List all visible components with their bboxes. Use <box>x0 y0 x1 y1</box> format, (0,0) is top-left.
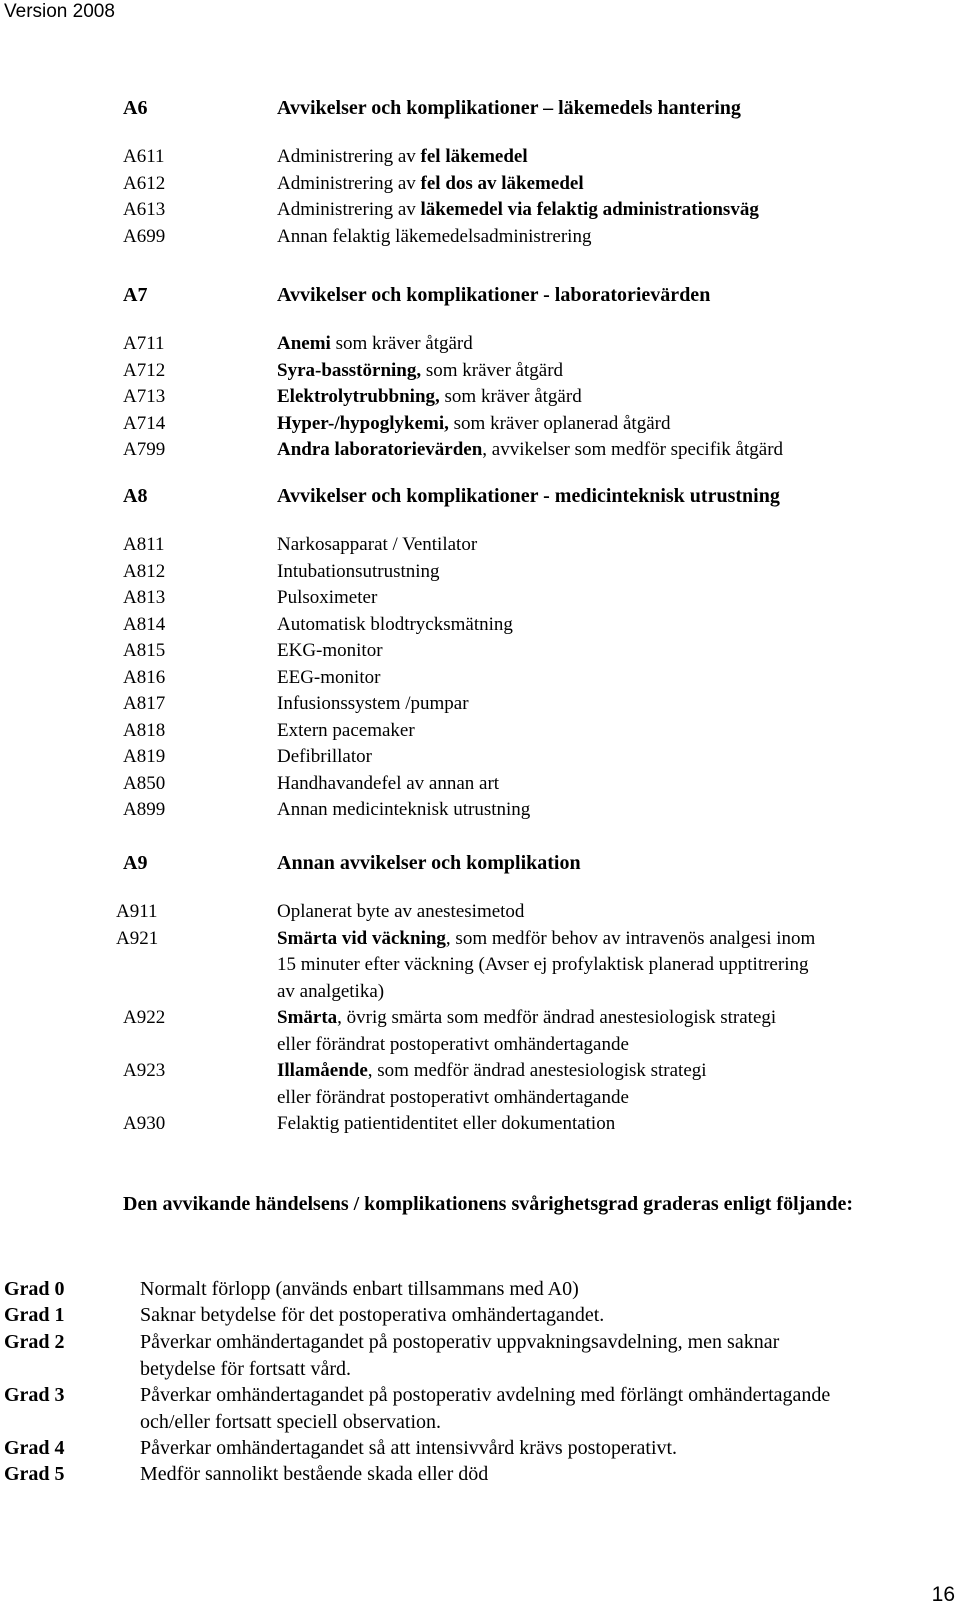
item-description <box>277 411 670 437</box>
item-text-pre: Administrering av <box>277 199 421 220</box>
section-code: A6 <box>123 97 148 119</box>
item-text-bold: Illamående <box>277 1060 368 1081</box>
item-text-post: som kräver åtgärd <box>439 386 582 407</box>
item-description <box>277 744 372 770</box>
item-text-bold: Smärta <box>277 1007 338 1028</box>
item-text-pre: EKG-monitor <box>277 640 383 661</box>
item-text-post: som kräver åtgärd <box>330 333 473 354</box>
item-code: A611 <box>123 146 165 167</box>
item-description <box>277 532 477 558</box>
item-text-post: som kräver oplanerad åtgärd <box>448 412 671 434</box>
item-code: A815 <box>123 640 166 661</box>
section-code: A9 <box>123 852 148 874</box>
item-description <box>277 771 499 797</box>
grade-description: Medför sannolikt bestående skada eller död <box>140 1463 489 1485</box>
grade-description: Påverkar omhändertagandet så att intensivvård krävs postoperativt. <box>140 1437 678 1459</box>
item-description <box>277 691 469 717</box>
grade-description: Saknar betydelse för det postoperativa omhändertagandet. <box>140 1304 605 1326</box>
section-title: Annan avvikelser och komplikation <box>277 852 581 874</box>
item-code: A712 <box>123 359 166 381</box>
item-text-pre: Narkosapparat / Ventilator <box>277 534 478 555</box>
item-code: A613 <box>123 199 166 220</box>
section-title: Avvikelser och komplikationer - laboratorievärden <box>277 284 711 306</box>
item-description <box>277 384 582 410</box>
grade-label: Grad 4 <box>4 1437 65 1459</box>
item-description-continuation: eller förändrat postoperativt omhändertagande <box>277 1086 629 1108</box>
grade-label: Grad 3 <box>4 1384 65 1406</box>
section-title: Avvikelser och komplikationer – läkemedels hantering <box>277 97 741 119</box>
grade-label: Grad 0 <box>4 1278 65 1300</box>
item-description <box>277 1058 707 1084</box>
item-code: A714 <box>123 412 166 434</box>
item-description <box>277 358 563 384</box>
item-description <box>277 797 530 823</box>
item-code: A799 <box>123 439 166 460</box>
item-description <box>277 585 377 611</box>
item-code: A713 <box>123 386 166 407</box>
item-text-bold: Smärta vid väckning <box>277 927 446 949</box>
item-code: A921 <box>116 927 159 949</box>
item-text-pre: Defibrillator <box>277 746 372 767</box>
item-description <box>277 437 783 463</box>
section-title: Avvikelser och komplikationer - medicinteknisk utrustning <box>277 485 780 507</box>
item-description <box>277 559 440 585</box>
grade-label: Grad 2 <box>4 1331 65 1353</box>
severity-intro: Den avvikande händelsens / komplikationens svårighetsgrad graderas enligt följande: <box>123 1193 854 1215</box>
item-description <box>277 612 513 638</box>
item-description <box>277 926 815 952</box>
grade-description: Påverkar omhändertagandet på postoperativ avdelning med förlängt omhändertagande <box>140 1384 831 1406</box>
item-description <box>277 638 383 664</box>
item-text-pre: Automatisk blodtrycksmätning <box>277 613 513 635</box>
item-code: A923 <box>123 1060 166 1081</box>
section-code: A8 <box>123 485 148 507</box>
item-code: A818 <box>123 719 166 741</box>
item-code: A816 <box>123 666 166 688</box>
item-text-pre: Annan felaktig läkemedelsadministrering <box>277 225 592 247</box>
grade-description: betydelse för fortsatt vård. <box>140 1357 352 1380</box>
item-code: A814 <box>123 613 166 635</box>
item-text-bold: läkemedel via felaktig administrationsväg <box>420 199 759 220</box>
item-code: A899 <box>123 799 166 820</box>
item-code: A930 <box>123 1113 166 1134</box>
item-text-bold: Anemi <box>277 333 331 354</box>
version-label: Version 2008 <box>4 1 115 22</box>
item-text-post: , som medför behov av intravenös analgesi inom <box>445 927 816 949</box>
item-text-bold: fel läkemedel <box>420 146 528 167</box>
item-description <box>277 331 473 357</box>
item-text-post: , som medför ändrad anestesiologisk strategi <box>367 1060 707 1081</box>
item-text-pre: Extern pacemaker <box>277 719 415 741</box>
item-description-continuation: eller förändrat postoperativt omhändertagande <box>277 1033 629 1055</box>
item-description <box>277 144 528 170</box>
item-text-bold: Syra-basstörning, <box>277 359 422 381</box>
page-number: 16 <box>931 1583 955 1606</box>
item-code: A812 <box>123 560 166 582</box>
item-text-pre: Felaktig patientidentitet eller dokumentation <box>277 1113 616 1134</box>
item-text-bold: Andra laboratorievärden <box>277 439 483 460</box>
grade-description: och/eller fortsatt speciell observation. <box>140 1410 442 1433</box>
item-code: A911 <box>116 901 158 922</box>
item-text-pre: Administrering av <box>277 172 421 194</box>
item-text-post: , avvikelser som medför specifik åtgärd <box>482 439 784 460</box>
item-text-pre: Oplanerat byte av anestesimetod <box>277 901 525 922</box>
item-code: A612 <box>123 172 166 194</box>
item-text-pre: EEG-monitor <box>277 666 381 688</box>
item-text-pre: Infusionssystem /pumpar <box>277 693 469 714</box>
grade-description: Påverkar omhändertagandet på postoperativ uppvakningsavdelning, men saknar <box>140 1331 780 1353</box>
item-description <box>277 1005 776 1031</box>
item-code: A711 <box>123 333 165 354</box>
item-description <box>277 171 584 197</box>
item-code: A819 <box>123 746 166 767</box>
item-description-continuation: 15 minuter efter väckning (Avser ej profylaktisk planerad upptitrering <box>277 954 809 975</box>
item-code: A922 <box>123 1007 166 1028</box>
item-description <box>277 1111 615 1137</box>
item-code: A813 <box>123 587 166 608</box>
item-text-post: , övrig smärta som medför ändrad anestesiologisk strategi <box>337 1007 777 1028</box>
item-text-pre: Intubationsutrustning <box>277 560 440 582</box>
item-text-pre: Administrering av <box>277 146 421 167</box>
item-description <box>277 718 415 744</box>
item-description <box>277 665 380 691</box>
item-text-pre: Annan medicinteknisk utrustning <box>277 799 531 820</box>
item-description <box>277 899 524 925</box>
item-code: A850 <box>123 772 166 794</box>
item-code: A699 <box>123 225 166 247</box>
item-code: A811 <box>123 534 165 555</box>
grade-label: Grad 5 <box>4 1463 65 1485</box>
item-description <box>277 197 759 223</box>
item-text-pre: Pulsoximeter <box>277 587 378 608</box>
item-description <box>277 224 591 250</box>
item-text-post: som kräver åtgärd <box>421 359 564 381</box>
section-code: A7 <box>123 284 148 306</box>
item-text-bold: Hyper-/hypoglykemi, <box>277 412 449 434</box>
item-code: A817 <box>123 693 166 714</box>
item-description-continuation: av analgetika) <box>277 980 385 1002</box>
grade-description: Normalt förlopp (används enbart tillsammans med A0) <box>140 1278 579 1300</box>
item-text-pre: Handhavandefel av annan art <box>277 772 500 794</box>
grade-label: Grad 1 <box>4 1304 65 1326</box>
item-text-bold: Elektrolytrubbning, <box>277 386 440 407</box>
item-text-bold: fel dos av läkemedel <box>420 172 584 194</box>
